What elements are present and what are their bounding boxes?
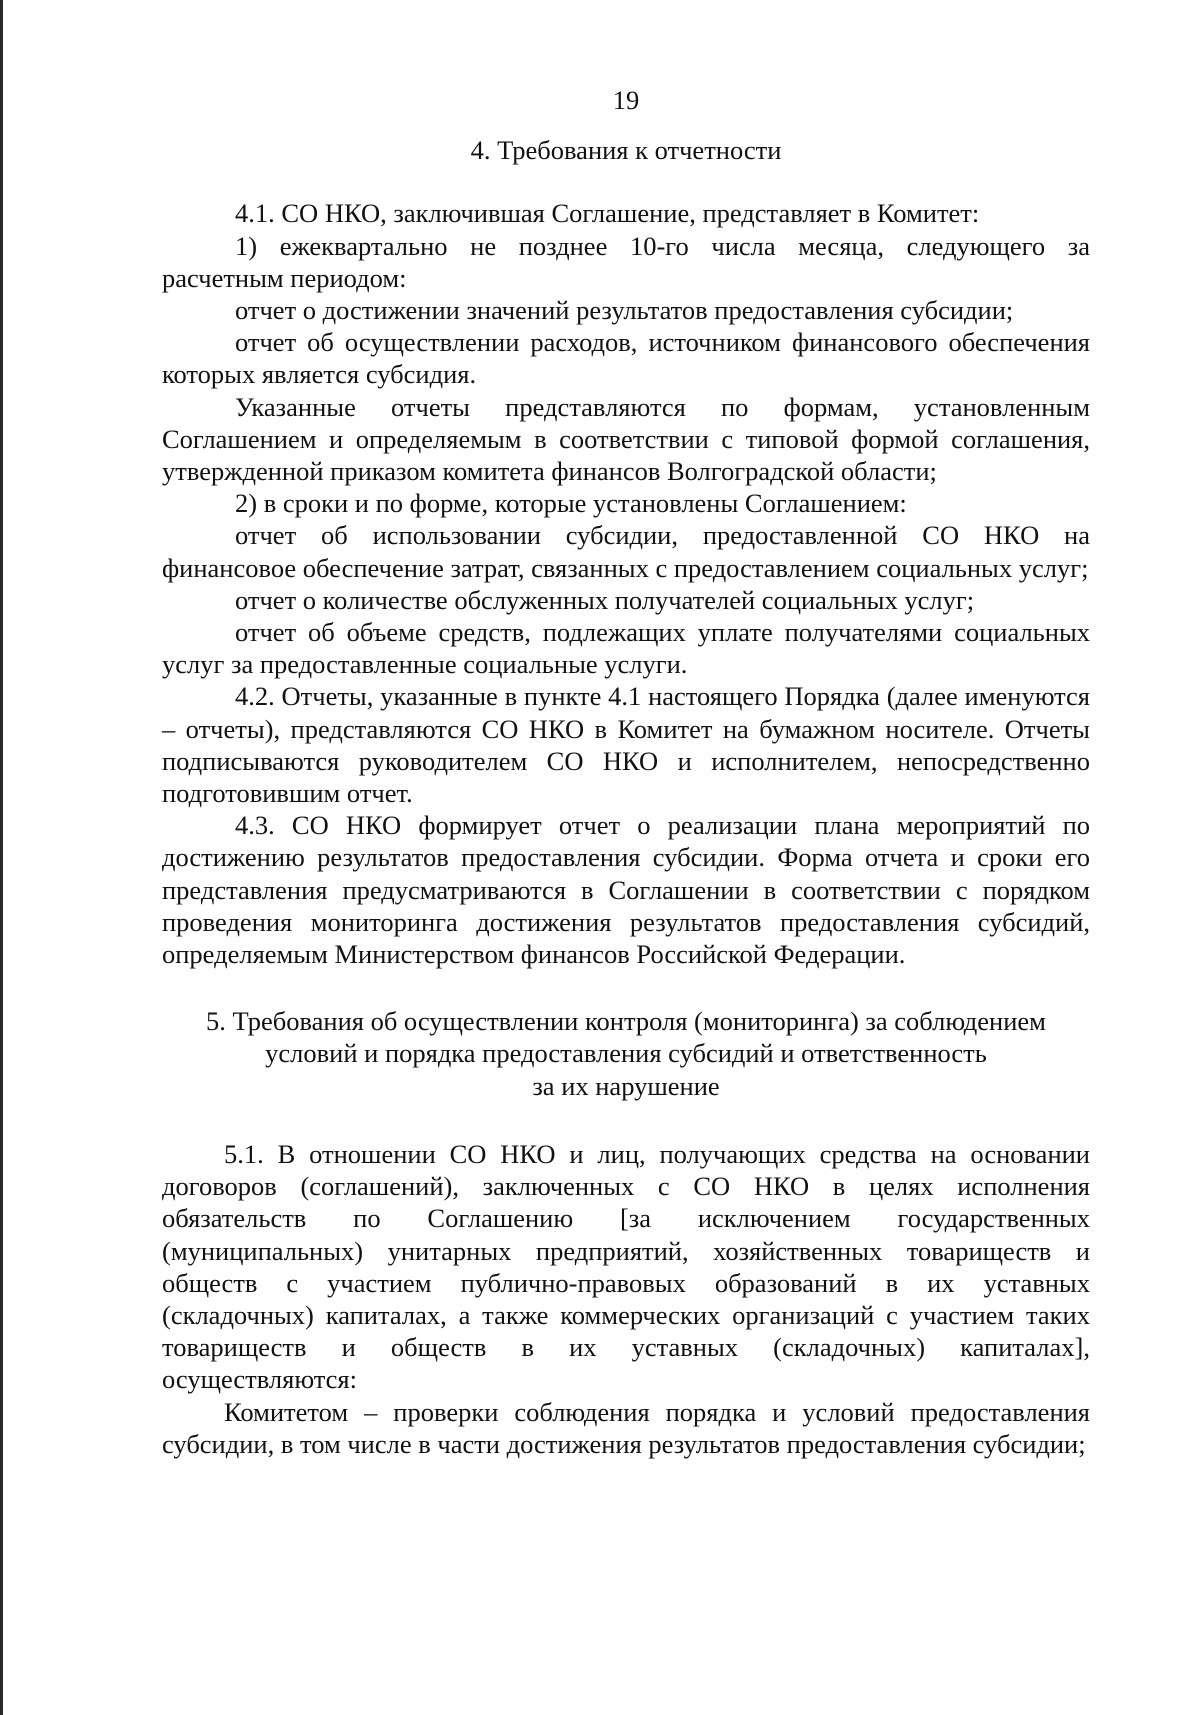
paragraph-report-payments: отчет об объеме средств, подлежащих уплате получателями социальных услуг за предоставленные социальные услуги. [162,617,1090,680]
paragraph-report-results: отчет о достижении значений результатов предоставления субсидии; [235,295,1014,326]
paragraph-report-expenses: отчет об осуществлении расходов, источником финансового обеспечения которых является субсидия. [162,327,1090,390]
paragraph-4-1: 4.1. СО НКО, заключившая Соглашение, представляет в Комитет: [235,198,980,229]
section-5-heading-line-3: за их нарушение [532,1070,720,1101]
paragraph-report-usage: отчет об использовании субсидии, предоставленной СО НКО на финансовое обеспечение затрат, связанных с предоставлением социальных услуг; [162,520,1090,583]
paragraph-4-1-item-1: 1) ежеквартально не позднее 10-го числа месяца, следующего за расчетным периодом: [162,230,1090,293]
section-4-heading: 4. Требования к отчетности [470,135,782,166]
section-5-heading-line-1: 5. Требования об осуществлении контроля (мониторинга) за соблюдением [206,1006,1046,1037]
document-page [162,84,1090,1460]
section-5-heading-line-2: условий и порядка предоставления субсидий и ответственность [265,1038,987,1069]
section-5-heading [162,1005,1090,1102]
paragraph-4-2: 4.2. Отчеты, указанные в пункте 4.1 настоящего Порядка (далее именуются – отчеты), представляются СО НКО в Комитет на бумажном носителе. Отчеты подписываются руководителем СО НКО и исполнителем, непосредственно подготовившим отчет. [162,681,1090,809]
paragraph-report-forms: Указанные отчеты представляются по формам, установленным Соглашением и определяемым в соответствии с типовой формой соглашения, утвержденной приказом комитета финансов Волгоградской области; [162,391,1090,487]
paragraph-4-1-item-2: 2) в сроки и по форме, которые установлены Соглашением: [235,488,907,519]
page-number: 19 [612,85,640,115]
paragraph-5-1: 5.1. В отношении СО НКО и лиц, получающих средства на основании договоров (соглашений), заключенных с СО НКО в целях исполнения обязательств по Соглашению [за исключением государственных (муниципальных) унитарных предприятий, хозяйственных товариществ и обществ с участием публично-правовых образований в их уставных (складочных) капиталах, а также коммерческих организаций с участием таких товариществ и обществ в их уставных (складочных) капиталах], осуществляются: [162,1138,1090,1395]
paragraph-4-3: 4.3. СО НКО формирует отчет о реализации плана мероприятий по достижению результатов предоставления субсидии. Форма отчета и сроки его представления предусматриваются в Соглашении в соответствии с порядком проведения мониторинга достижения результатов предоставления субсидий, определяемым Министерством финансов Российской Федерации. [162,810,1090,970]
paragraph-committee-checks: Комитетом – проверки соблюдения порядка и условий предоставления субсидии, в том числе в части достижения результатов предоставления субсидии; [162,1396,1090,1459]
paragraph-report-recipients: отчет о количестве обслуженных получателей социальных услуг; [235,584,975,615]
scan-edge-line [0,0,3,1715]
